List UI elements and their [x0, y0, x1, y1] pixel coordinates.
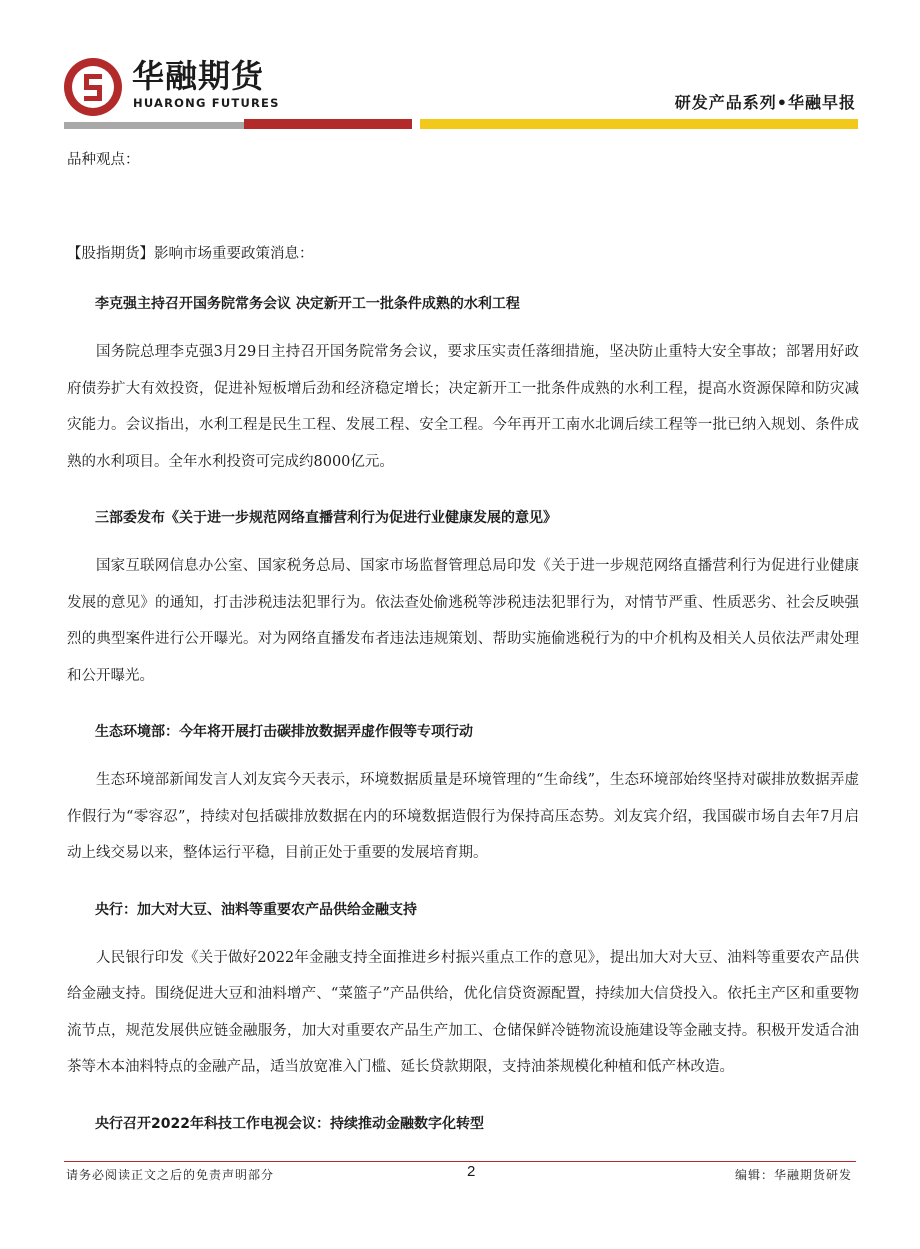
page-header	[0, 0, 920, 132]
section-label: 品种观点：	[67, 152, 140, 168]
article	[67, 1112, 859, 1136]
editor-credit: 编辑：华融期货研发	[734, 1168, 852, 1182]
article	[67, 898, 859, 1086]
article-title: 央行：加大对大豆、油料等重要农产品供给金融支持	[95, 901, 417, 918]
article-title: 央行召开2022年科技工作电视会议：持续推动金融数字化转型	[95, 1115, 484, 1132]
brand-name-cn: 华融期货	[132, 57, 265, 95]
disclaimer-note: 请务必阅读正文之后的免责声明部分	[66, 1168, 275, 1182]
article-title: 李克强主持召开国务院常务会议 决定新开工一批条件成熟的水利工程	[95, 296, 520, 312]
article	[67, 506, 859, 694]
article-title: 三部委发布《关于进一步规范网络直播营利行为促进行业健康发展的意见》	[95, 510, 557, 526]
article-text: 国家互联网信息办公室、国家税务总局、国家市场监督管理总局印发《关于进一步规范网络直播营利行为促进行业健康发展的意见》的通知，打击涉税违法犯罪行为。依法查处偷逃税等涉税违法犯罪行为，对情节严重、性质恶劣、社会反映强烈的典型案件进行公开曝光。对为网络直播发布者违法违规策划、帮助实施偷逃税行为的中介机构及相关人员依法严肃处理和公开曝光。	[67, 558, 859, 684]
article	[67, 720, 859, 872]
header-divider-yellow	[420, 119, 858, 129]
header-divider-gray	[64, 122, 244, 129]
article-text: 人民银行印发《关于做好2022年金融支持全面推进乡村振兴重点工作的意见》，提出加大对大豆、油料等重要农产品供给金融支持。围绕促进大豆和油料增产、“菜篮子”产品供给，优化信贷资源配置，持续加大信贷投入。依托主产区和重要物流节点，规范发展供应链金融服务，加大对重要农产品生产加工、仓储保鲜冷链物流设施建设等金融支持。积极开发适合油茶等木本油料特点的金融产品，适当放宽准入门槛、延长贷款期限，支持油茶规模化种植和低产林改造。	[67, 949, 859, 1075]
huarong-logo-icon	[62, 56, 124, 118]
page-number: 2	[467, 1163, 476, 1180]
brand-name-en: HUARONG FUTURES	[133, 96, 280, 110]
footer-divider	[64, 1161, 856, 1162]
report-series-title: 研发产品系列•华融早报	[674, 93, 856, 112]
article	[67, 292, 859, 480]
article-text: 生态环境部新闻发言人刘友宾今天表示，环境数据质量是环境管理的“生命线”，生态环境部始终坚持对碳排放数据弄虚作假行为“零容忍”，持续对包括碳排放数据在内的环境数据造假行为保持高压态势。刘友宾介绍，我国碳市场自去年7月启动上线交易以来，整体运行平稳，目前正处于重要的发展培育期。	[67, 772, 859, 861]
header-divider-red	[244, 119, 412, 129]
section-heading: 【股指期货】影响市场重要政策消息：	[67, 246, 314, 262]
article-text: 国务院总理李克强3月29日主持召开国务院常务会议，要求压实责任落细措施，坚决防止重特大安全事故；部署用好政府债券扩大有效投资，促进补短板增后劲和经济稳定增长；决定新开工一批条件成熟的水利工程，提高水资源保障和防灾减灾能力。会议指出，水利工程是民生工程、发展工程、安全工程。今年再开工南水北调后续工程等一批已纳入规划、条件成熟的水利项目。全年水利投资可完成约8000亿元。	[67, 344, 859, 470]
report-body	[67, 140, 859, 1154]
article-title: 生态环境部：今年将开展打击碳排放数据弄虚作假等专项行动	[95, 724, 473, 740]
